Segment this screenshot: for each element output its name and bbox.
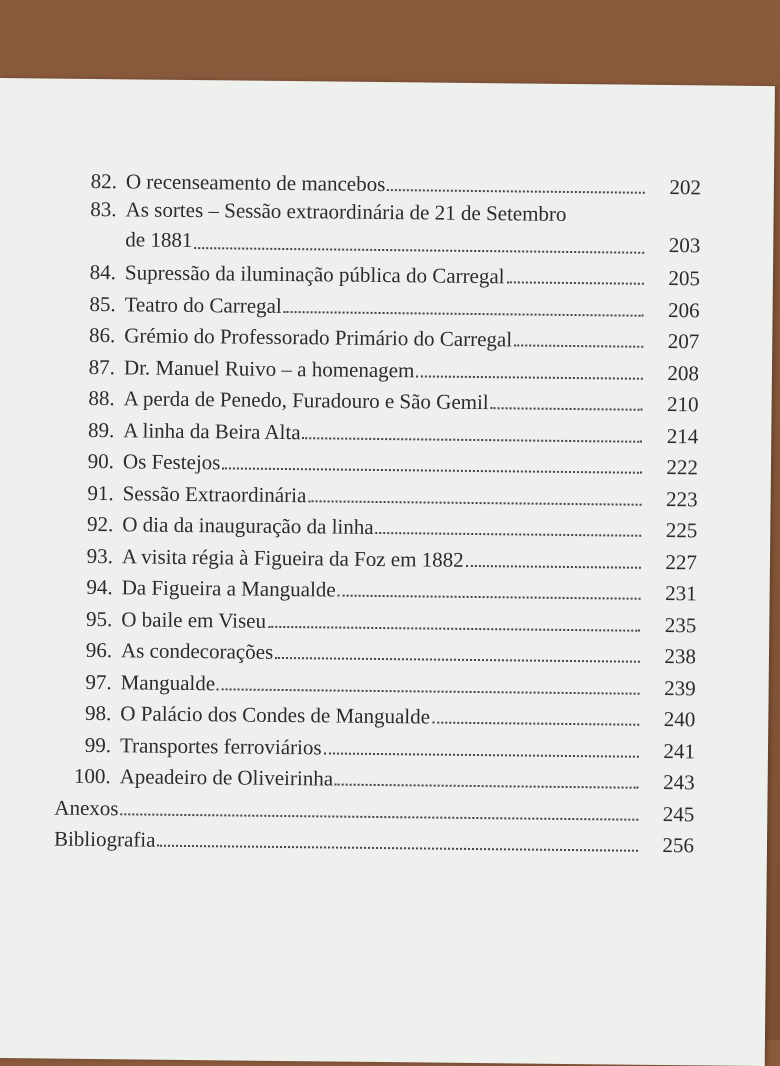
toc-title: O Palácio dos Condes de Mangualde <box>120 701 431 729</box>
toc-page: 207 <box>667 329 700 354</box>
toc-number: 91. <box>87 480 114 505</box>
toc-title: A linha da Beira Alta <box>123 417 301 444</box>
leader-dots <box>308 499 641 505</box>
toc-page: 245 <box>662 801 695 826</box>
toc-page: 205 <box>668 266 701 291</box>
leader-dots <box>275 656 640 663</box>
toc-page: 206 <box>667 297 700 322</box>
toc-page: 241 <box>663 738 696 763</box>
toc-number: 94. <box>86 574 113 600</box>
toc-number: 82. <box>90 168 118 193</box>
toc-number: 85. <box>89 291 116 316</box>
toc-entry <box>56 663 696 701</box>
leader-dots <box>376 531 642 537</box>
leader-dots <box>387 188 645 194</box>
leader-dots <box>416 374 643 379</box>
toc-number: 88. <box>88 385 115 411</box>
toc-title: A perda de Penedo, Furadouro e São Gemil <box>123 386 489 415</box>
toc-entry <box>58 474 698 512</box>
toc-page: 256 <box>662 832 695 858</box>
toc-entry <box>59 348 699 386</box>
toc-page: 240 <box>663 706 696 732</box>
toc-title: Os Festejos <box>122 449 221 475</box>
leader-dots <box>120 812 638 820</box>
toc-page: 222 <box>666 455 699 480</box>
toc-title: Grémio do Professorado Primário do Carregal <box>124 323 513 352</box>
toc-entry <box>59 379 699 417</box>
toc-page: 202 <box>669 174 702 199</box>
leader-dots <box>284 309 644 316</box>
toc-page: 227 <box>665 549 698 574</box>
toc-entry <box>57 505 697 543</box>
toc-entry-bibliografia <box>54 820 694 858</box>
toc-number: 86. <box>88 322 116 348</box>
table-of-contents <box>54 162 701 859</box>
toc-number: 100. <box>73 763 111 789</box>
toc-title: Bibliografia <box>53 826 156 852</box>
toc-page: 214 <box>666 423 699 448</box>
toc-title: As sortes – Sessão extraordinária de 21 de Setembro <box>125 196 567 226</box>
toc-entry <box>56 600 696 638</box>
toc-number: 95. <box>85 606 113 631</box>
toc-title: Teatro do Carregal <box>124 291 282 318</box>
toc-entry <box>60 253 700 291</box>
toc-title: Apeadeiro de Oliveirinha <box>119 764 334 791</box>
toc-title: As condecorações <box>120 638 274 664</box>
toc-entry <box>57 537 697 575</box>
toc-entry <box>58 442 698 480</box>
toc-entry <box>60 285 700 323</box>
toc-title-continued: de 1881 <box>125 226 193 252</box>
toc-title: Da Figueira a Mangualde <box>121 575 336 602</box>
toc-page: 210 <box>666 392 699 417</box>
leader-dots <box>222 466 642 473</box>
toc-number: 87. <box>88 354 116 379</box>
toc-number: 96. <box>85 637 113 663</box>
toc-page: 235 <box>664 612 697 637</box>
toc-title: A visita régia à Figueira da Foz em 1882 <box>121 543 464 572</box>
toc-number: 90. <box>87 448 115 474</box>
toc-entry <box>55 757 695 795</box>
toc-page: 208 <box>667 360 700 385</box>
toc-number: 99. <box>84 732 112 757</box>
toc-entry-anexos <box>54 789 694 827</box>
toc-page: 239 <box>664 675 696 700</box>
toc-number: 97. <box>85 669 112 694</box>
toc-number: 83. <box>90 196 117 221</box>
toc-title: O baile em Viseu <box>121 606 267 633</box>
toc-number: 92. <box>86 511 114 537</box>
leader-dots <box>491 406 643 411</box>
toc-page: 243 <box>663 769 695 795</box>
toc-title: Anexos <box>54 795 119 820</box>
toc-title: Transportes ferroviários <box>119 732 322 759</box>
toc-title: Dr. Manuel Ruivo – a homenagem <box>123 354 415 382</box>
toc-entry <box>55 694 695 732</box>
leader-dots <box>303 436 643 443</box>
leader-dots <box>514 343 643 347</box>
toc-title: O recenseamento de mancebos <box>125 168 386 196</box>
toc-number: 98. <box>84 700 112 726</box>
toc-title: Supressão da iluminação pública do Carregal <box>124 260 505 289</box>
toc-number: 89. <box>87 417 115 442</box>
toc-page: 231 <box>665 580 697 606</box>
leader-dots <box>324 751 639 757</box>
leader-dots <box>466 563 641 568</box>
toc-entry <box>55 726 695 764</box>
leader-dots <box>432 721 639 726</box>
toc-page: 225 <box>665 517 698 543</box>
toc-entry <box>56 631 696 669</box>
toc-entry <box>57 568 697 606</box>
leader-dots <box>194 246 644 254</box>
toc-title: Mangualde <box>120 669 216 695</box>
toc-entry <box>59 316 699 354</box>
leader-dots <box>338 594 641 600</box>
leader-dots <box>217 687 640 694</box>
toc-page: 203 <box>668 232 701 257</box>
leader-dots <box>157 844 638 852</box>
toc-title: Sessão Extraordinária <box>122 480 307 507</box>
toc-entry <box>58 411 698 449</box>
toc-number: 93. <box>86 543 114 568</box>
toc-page: 238 <box>664 643 697 669</box>
toc-number: 84. <box>89 259 117 285</box>
leader-dots <box>268 624 640 631</box>
leader-dots <box>507 280 644 284</box>
toc-entry <box>60 193 701 260</box>
book-page <box>0 78 775 1066</box>
leader-dots <box>335 783 639 789</box>
toc-page: 223 <box>666 486 698 511</box>
toc-title: O dia da inauguração da linha <box>122 512 374 539</box>
